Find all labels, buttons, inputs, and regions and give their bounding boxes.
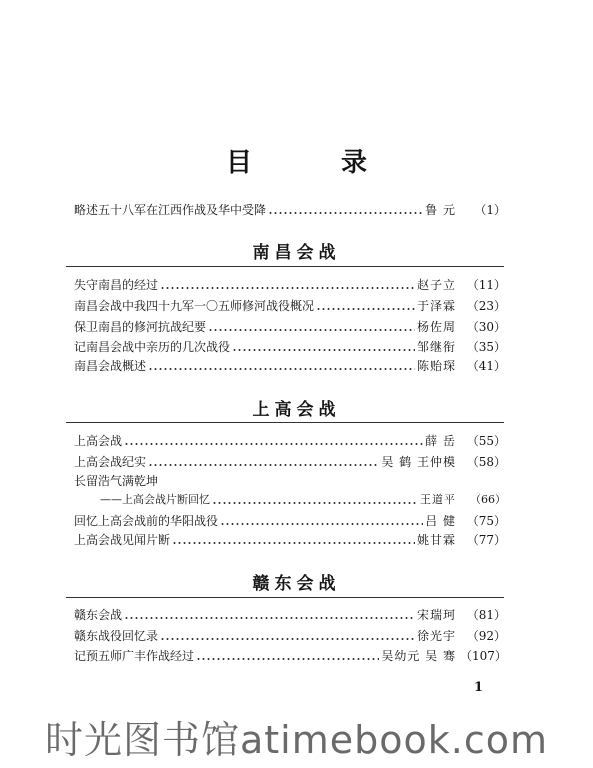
entry-page: （77）	[466, 533, 506, 547]
entry-title: 上高会战见闻片断	[74, 533, 171, 547]
entry-page: （55）	[466, 434, 506, 448]
leader-dots	[160, 638, 415, 640]
entry-page: （58）	[466, 455, 506, 469]
entry-author: 吴幼元 吴 骞	[381, 649, 456, 663]
entry-author: 宋瑞珂	[416, 608, 456, 622]
entry-title: 记预五师广丰作战经过	[74, 649, 195, 663]
toc-entry[interactable]	[74, 605, 506, 623]
entry-title: 略述五十八军在江西作战及华中受降	[74, 203, 267, 217]
toc-entry-subtitle[interactable]	[100, 490, 506, 508]
entry-author: 王道平	[420, 493, 456, 506]
page-title: 目 录	[225, 148, 408, 178]
entry-page: （11）	[466, 278, 506, 292]
watermark-banner: 时光图书馆atimebook.com	[44, 718, 548, 762]
entry-title: 南昌会战概述	[74, 359, 147, 373]
entry-title: 上高会战	[74, 434, 123, 448]
entry-title: ——上高会战片断回忆	[100, 493, 210, 506]
entry-title: 上高会战纪实	[74, 455, 147, 469]
section-divider	[66, 422, 504, 423]
entry-page: （75）	[466, 514, 506, 528]
toc-entry[interactable]	[74, 275, 506, 293]
entry-title: 南昌会战中我四十九军一〇五师修河战役概况	[74, 299, 315, 313]
entry-title: 失守南昌的经过	[74, 278, 159, 292]
entry-page: （92）	[466, 629, 506, 643]
section-divider	[66, 266, 504, 267]
entry-author: 姚甘霖	[416, 533, 456, 547]
leader-dots	[208, 329, 415, 331]
leader-dots	[124, 443, 423, 445]
leader-dots	[148, 464, 379, 466]
leader-dots	[212, 502, 418, 504]
entry-author: 吕 健	[425, 514, 456, 528]
entry-author: 赵子立	[416, 278, 456, 292]
entry-page: （66）	[470, 493, 506, 506]
entry-title: 保卫南昌的修河抗战纪要	[74, 320, 207, 334]
entry-page: （41）	[466, 359, 506, 373]
entry-page: （107）	[460, 649, 507, 663]
entry-title: 长留浩气满乾坤	[74, 474, 159, 488]
toc-entry[interactable]	[74, 471, 506, 489]
entry-title: 记南昌会战中亲历的几次战役	[74, 340, 231, 354]
entry-page: （1）	[474, 203, 506, 217]
toc-entry[interactable]	[74, 296, 506, 314]
entry-page: （35）	[466, 340, 506, 354]
leader-dots	[124, 617, 415, 619]
entry-title: 赣东会战	[74, 608, 123, 622]
toc-entry[interactable]	[74, 511, 506, 529]
section-heading-shanggao: 上高会战	[252, 400, 341, 420]
leader-dots	[160, 287, 415, 289]
toc-entry[interactable]	[74, 317, 506, 335]
toc-entry[interactable]	[74, 431, 506, 449]
leader-dots	[220, 523, 423, 525]
toc-entry[interactable]	[74, 337, 506, 355]
toc-entry[interactable]	[74, 530, 506, 548]
entry-author: 徐光宇	[416, 629, 456, 643]
page-number: 1	[474, 680, 484, 695]
entry-title: 回忆上高会战前的华阳战役	[74, 514, 219, 528]
toc-entry[interactable]	[74, 452, 506, 470]
entry-author: 鲁 元	[425, 203, 456, 217]
leader-dots	[268, 212, 423, 214]
entry-author: 吴 鹤 王仲模	[381, 455, 456, 469]
entry-author: 邹继衔	[416, 340, 456, 354]
entry-author: 于泽霖	[416, 299, 456, 313]
leader-dots	[196, 658, 379, 660]
section-divider	[66, 597, 504, 598]
section-heading-gandong: 赣东会战	[252, 574, 341, 594]
leader-dots	[316, 308, 415, 310]
entry-author: 陈贻琛	[416, 359, 456, 373]
entry-page: （23）	[466, 299, 506, 313]
entry-page: （81）	[466, 608, 506, 622]
toc-entry[interactable]	[74, 356, 506, 374]
entry-author: 杨佐周	[416, 320, 456, 334]
leader-dots	[148, 368, 415, 370]
entry-author: 薛 岳	[425, 434, 456, 448]
toc-entry[interactable]	[74, 626, 506, 644]
entry-title: 赣东战役回忆录	[74, 629, 159, 643]
leader-dots	[172, 542, 415, 544]
toc-entry[interactable]	[74, 646, 506, 664]
leader-dots	[232, 349, 415, 351]
toc-entry-intro[interactable]	[74, 200, 506, 218]
entry-page: （30）	[466, 320, 506, 334]
section-heading-nanchang: 南昌会战	[252, 243, 341, 263]
